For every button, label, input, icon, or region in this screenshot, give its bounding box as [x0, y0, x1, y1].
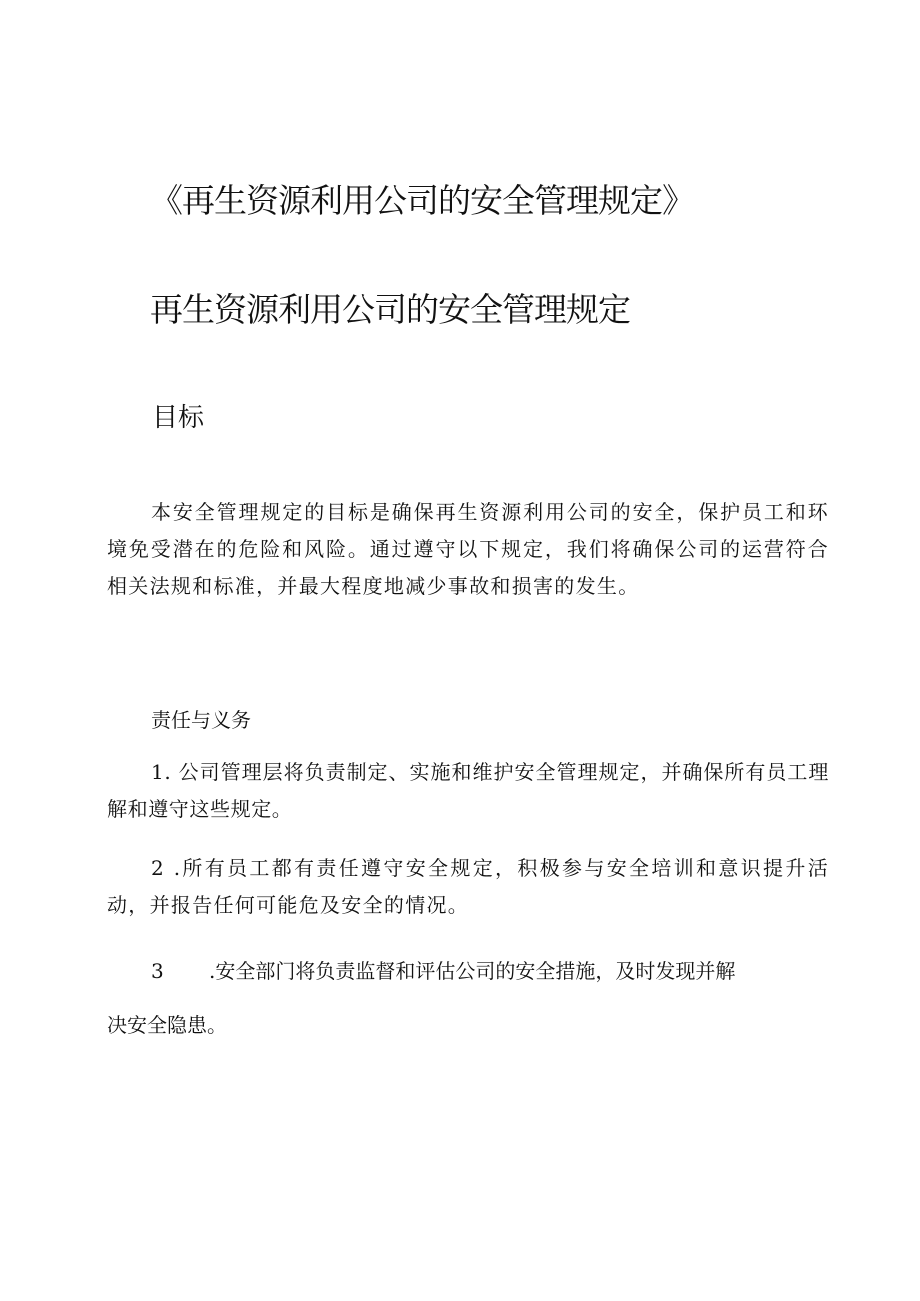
responsibility-item-3: [151, 953, 791, 990]
responsibility-item-3-text: .安全部门将负责监督和评估公司的安全措施，及时发现并解: [209, 959, 736, 983]
responsibility-item-2: 2 .所有员工都有责任遵守安全规定，积极参与安全培训和意识提升活动，并报告任何可能危及安全的情况。: [107, 856, 829, 917]
main-heading: 再生资源利用公司的安全管理规定: [150, 290, 630, 329]
responsibility-item-3-number: 3: [151, 959, 164, 983]
document-title: 《再生资源利用公司的安全管理规定》: [150, 181, 694, 220]
responsibility-item-3-continuation: 决安全隐患。: [107, 1013, 227, 1037]
objective-paragraph: 本安全管理规定的目标是确保再生资源利用公司的安全，保护员工和环境免受潜在的危险和风险。通过遵守以下规定，我们将确保公司的运营符合相关法规和标准，并最大程度地减少事故和损害的发生。: [107, 500, 829, 598]
objective-heading: 目标: [152, 403, 205, 433]
responsibility-item-1: 1. 公司管理层将负责制定、实施和维护安全管理规定，并确保所有员工理解和遵守这些规定。: [107, 760, 829, 821]
responsibilities-heading: 责任与义务: [151, 708, 251, 732]
